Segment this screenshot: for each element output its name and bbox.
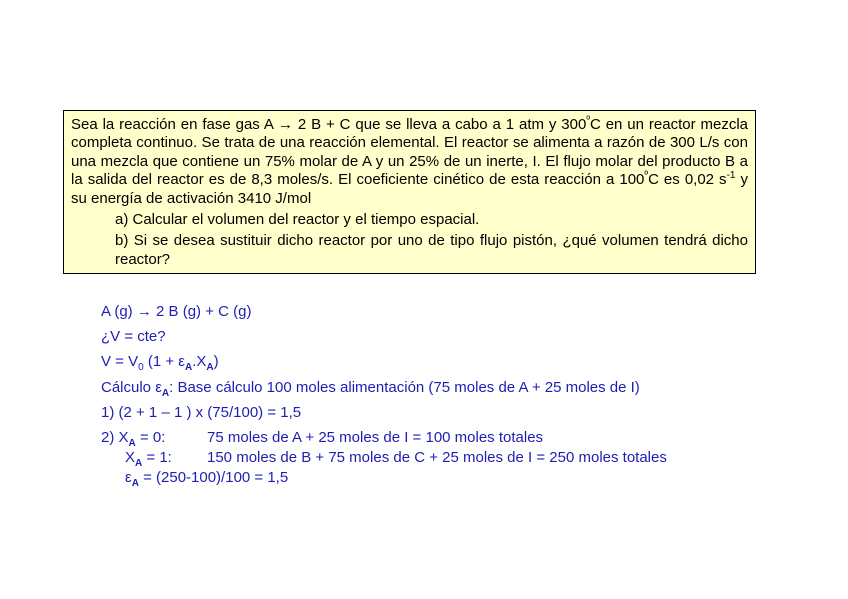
subscript-a-6: A [131, 477, 139, 489]
formula-v: V = V [101, 353, 139, 371]
xa0-text: 75 moles de A + 25 moles de I = 100 moles totales [207, 428, 544, 446]
xa1-label [101, 449, 207, 467]
calc-label: Cálculo [101, 378, 156, 396]
epsilon-value: = (250-100)/100 = 1,5 [138, 468, 289, 486]
xa0-x: 2) X [101, 428, 129, 446]
solution-section [101, 303, 801, 494]
volume-question: ¿V = cte? [101, 328, 166, 346]
subscript-a: A [184, 362, 193, 374]
reaction-equation [101, 303, 801, 321]
epsilon-symbol-2: ε [155, 378, 162, 396]
epsilon-symbol: ε [178, 353, 185, 371]
volume-formula [101, 353, 801, 374]
formula-close: ) [213, 353, 219, 371]
problem-paragraph [71, 116, 748, 208]
subscript-a-5: A [135, 457, 143, 469]
epsilon-symbol-3: ε [125, 468, 132, 486]
xa0-eq: = 0: [135, 428, 166, 446]
xa1-eq: = 1: [142, 448, 172, 466]
method-2-xa0 [101, 429, 801, 447]
problem-text-3: C en un reactor mezcla completa continuo. Se trata de una reacción elemental. El reactor se alimenta a razón de 300 L/s con una mezcla que contiene un 75% molar de A y un 25% de un inerte, I. El flujo molar del producto B a la salida del reactor es de 8,3 moles/s. El coeficiente cinético de esta reacción a 100 [71, 116, 748, 189]
calc-basis: : Base cálculo 100 moles alimentación (75 moles de A + 25 moles de I) [169, 378, 640, 396]
problem-text-2: 2 B + C que se lleva a cabo a 1 atm y 300 [292, 116, 587, 133]
degree-sign-2: º [644, 170, 649, 182]
subscript-0: 0 [138, 362, 144, 374]
eq-arrow: → [136, 303, 152, 320]
subscript-a-3: A [161, 387, 170, 399]
problem-text-1: Sea la reacción en fase gas A [71, 116, 274, 133]
eq-left: A (g) [101, 303, 137, 320]
exponent: -1 [726, 170, 736, 182]
question-b: b) Si se desea sustituir dicho reactor por uno de tipo flujo pistón, ¿qué volumen tendrá dicho reactor? [115, 232, 748, 268]
reaction-arrow: → [277, 116, 293, 133]
xa0-label [101, 429, 207, 447]
question-a: a) Calcular el volumen del reactor y el tiempo espacial. [115, 211, 480, 229]
problem-text-4: C es 0,02 s [648, 171, 727, 189]
problem-text-5: y su energía de activación 3410 J/mol [71, 171, 749, 207]
formula-x: .X [192, 353, 207, 371]
subscript-a-4: A [128, 437, 136, 449]
problem-statement [63, 110, 756, 274]
subscript-a-2: A [206, 362, 214, 374]
eq-right: 2 B (g) + C (g) [151, 303, 252, 320]
formula-paren: (1 + [143, 353, 179, 371]
xa1-text: 150 moles de B + 75 moles de C + 25 moles de I = 250 moles totales [207, 448, 667, 466]
degree-sign: º [586, 115, 590, 126]
calc-epsilon [101, 379, 801, 397]
method-1: 1) (2 + 1 – 1 ) x (75/100) = 1,5 [101, 403, 302, 421]
xa1-x: X [125, 448, 136, 466]
epsilon-result [101, 469, 801, 487]
method-2-xa1 [101, 449, 801, 467]
